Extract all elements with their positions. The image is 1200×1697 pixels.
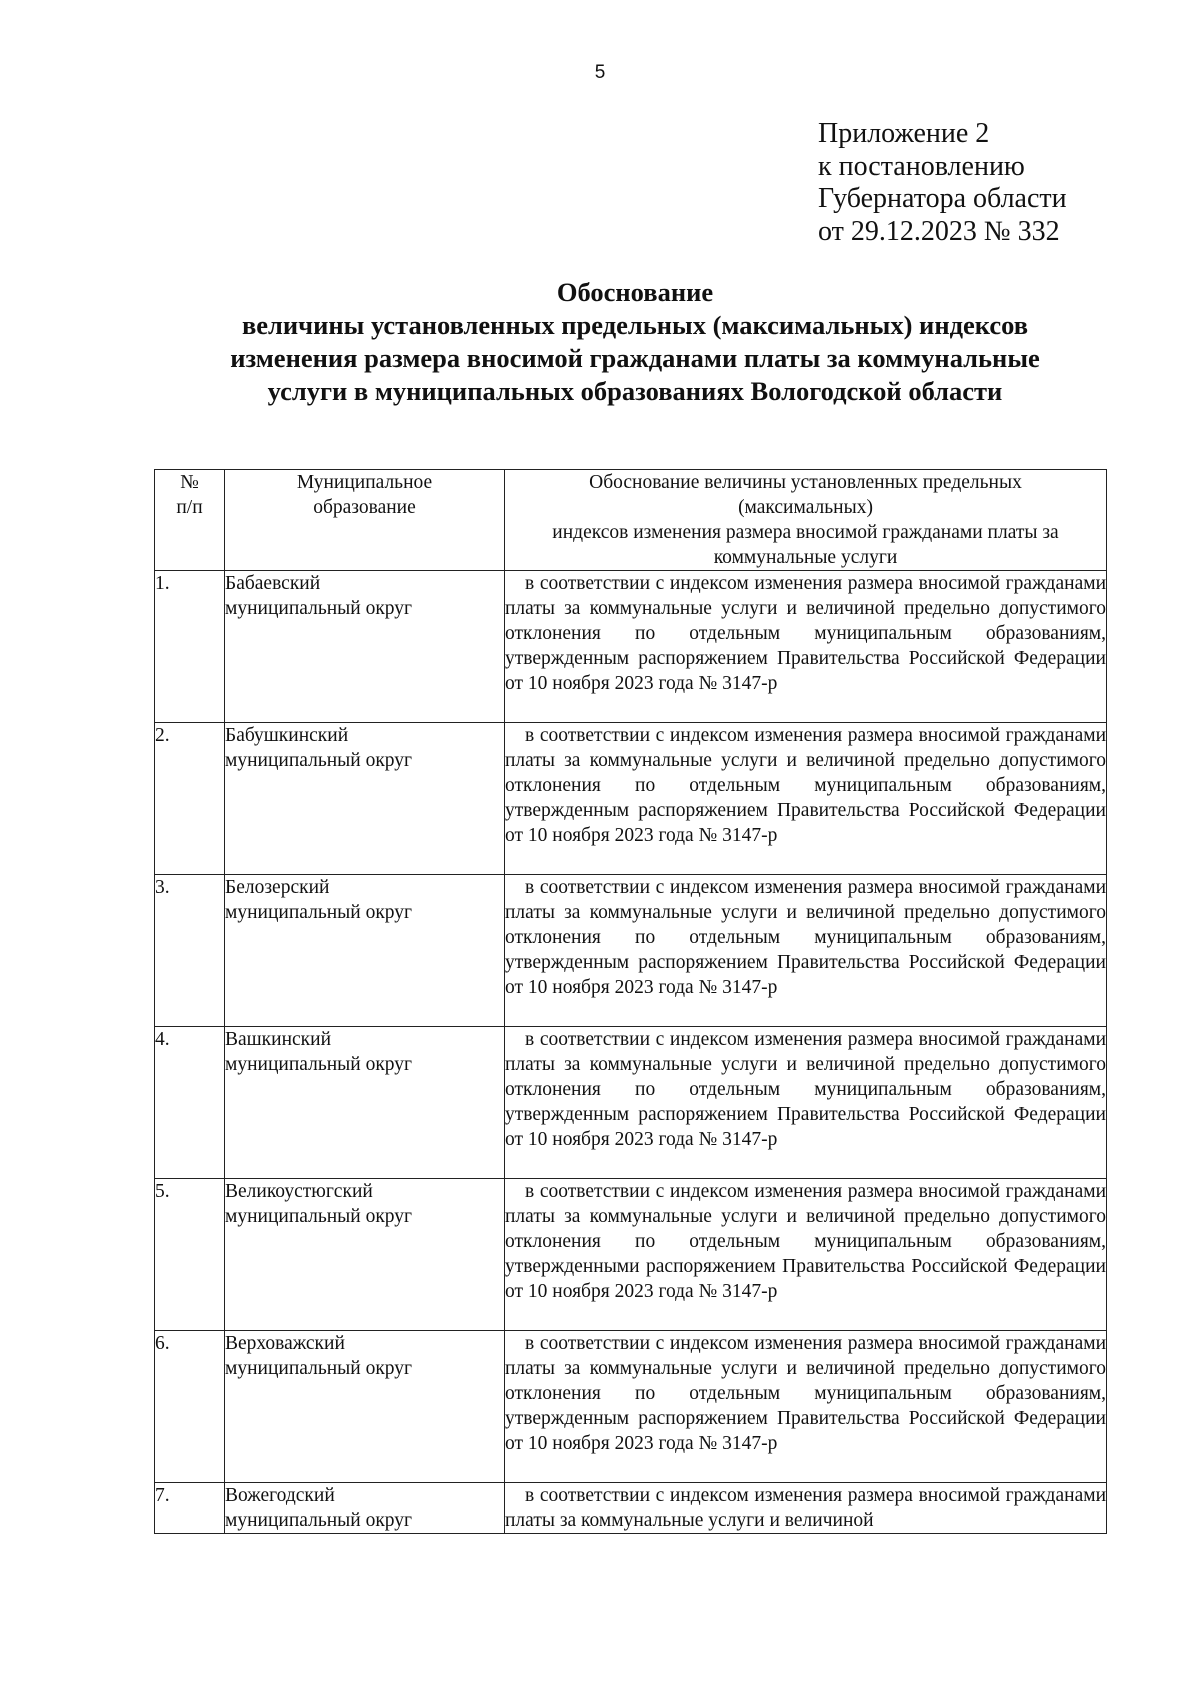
title-line: услуги в муниципальных образованиях Вологодской области [267,376,1003,406]
basis-paragraph: в соответствии с индексом изменения размера вносимой гражданами платы за коммунальные услуги и величиной предельно допустимого отклонения по отдельным муниципальным образованиям, утвержденным распоряжением Правительства Российской Федерации от 10 ноября 2023 года № 3147-р [505,877,1106,998]
title-line: величины установленных предельных (максимальных) индексов [241,310,1029,340]
municipality-text: Верховажский [225,1333,345,1354]
row-number: 1. [155,571,225,723]
basis-text [505,571,1107,723]
table-header-row [155,470,1107,571]
basis-text [505,723,1107,875]
title-line: изменения размера вносимой гражданами платы за коммунальные [230,343,1040,373]
basis-text [505,1027,1107,1179]
header-number [155,470,225,571]
municipality-text: муниципальный округ [225,1054,413,1075]
municipality-name [225,875,505,1027]
header-text: образование [313,497,416,518]
municipality-text: муниципальный округ [225,750,413,771]
row-number: 3. [155,875,225,1027]
municipality-name [225,1331,505,1483]
header-text: № [180,472,199,493]
municipality-text: муниципальный округ [225,1206,413,1227]
appendix-line: Губернатора области [818,183,1067,214]
municipality-name [225,723,505,875]
row-number: 6. [155,1331,225,1483]
header-text: индексов изменения размера вносимой гражданами платы за [552,522,1059,543]
basis-paragraph: в соответствии с индексом изменения размера вносимой гражданами платы за коммунальные услуги и величиной предельно допустимого отклонения по отдельным муниципальным образованиям, утвержденным распоряжением Правительства Российской Федерации от 10 ноября 2023 года № 3147-р [505,1029,1106,1150]
basis-paragraph: в соответствии с индексом изменения размера вносимой гражданами платы за коммунальные услуги и величиной предельно допустимого отклонения по отдельным муниципальным образованиям, утвержденным распоряжением Правительства Российской Федерации от 10 ноября 2023 года № 3147-р [505,573,1106,694]
municipality-text: муниципальный округ [225,1358,413,1379]
table-row [155,1331,1107,1483]
header-text: (максимальных) [738,497,873,518]
header-text: Муниципальное [296,472,433,493]
municipality-text: Белозерский [225,877,330,898]
appendix-line: от 29.12.2023 № 332 [818,215,1060,247]
table-row [155,1027,1107,1179]
municipality-text: Бабаевский [225,573,321,594]
municipality-text: Вожегодский [225,1485,335,1506]
municipality-name [225,1179,505,1331]
basis-text [505,875,1107,1027]
table-row [155,723,1107,875]
basis-paragraph: в соответствии с индексом изменения размера вносимой гражданами платы за коммунальные услуги и величиной предельно допустимого отклонения по отдельным муниципальным образованиям, утвержденными распоряжением Правительства Российской Федерации от 10 ноября 2023 года № 3147-р [505,1181,1106,1302]
header-municipality [225,470,505,571]
basis-text [505,1331,1107,1483]
appendix-line: Приложение 2 [818,118,990,149]
table-row [155,1483,1107,1534]
title-line: Обоснование [556,277,714,307]
municipality-text: Великоустюгский [225,1181,373,1202]
row-number: 7. [155,1483,225,1534]
header-text: Обоснование величины установленных предельных [589,472,1022,493]
basis-paragraph: в соответствии с индексом изменения размера вносимой гражданами платы за коммунальные услуги и величиной [505,1485,1106,1531]
document-title [0,276,1200,408]
appendix-reference [818,118,1067,248]
row-number: 2. [155,723,225,875]
row-number: 5. [155,1179,225,1331]
basis-text [505,1179,1107,1331]
table-row [155,875,1107,1027]
basis-paragraph: в соответствии с индексом изменения размера вносимой гражданами платы за коммунальные услуги и величиной предельно допустимого отклонения по отдельным муниципальным образованиям, утвержденным распоряжением Правительства Российской Федерации от 10 ноября 2023 года № 3147-р [505,1333,1106,1454]
header-text: коммунальные услуги [713,547,898,568]
municipality-name [225,1483,505,1534]
basis-text [505,1483,1107,1534]
row-number: 4. [155,1027,225,1179]
municipality-name [225,1027,505,1179]
header-basis [505,470,1107,571]
table-row [155,571,1107,723]
table-row [155,1179,1107,1331]
page-number: 5 [594,62,606,83]
basis-paragraph: в соответствии с индексом изменения размера вносимой гражданами платы за коммунальные услуги и величиной предельно допустимого отклонения по отдельным муниципальным образованиям, утвержденным распоряжением Правительства Российской Федерации от 10 ноября 2023 года № 3147-р [505,725,1106,846]
appendix-line: к постановлению [818,150,1025,182]
municipalities-table [154,469,1107,1534]
municipality-name [225,571,505,723]
municipality-text: Бабушкинский [225,725,349,746]
municipality-text: Вашкинский [225,1029,332,1050]
header-text: п/п [176,497,203,518]
municipality-text: муниципальный округ [225,598,413,619]
municipality-text: муниципальный округ [225,1510,413,1531]
municipality-text: муниципальный округ [225,902,413,923]
